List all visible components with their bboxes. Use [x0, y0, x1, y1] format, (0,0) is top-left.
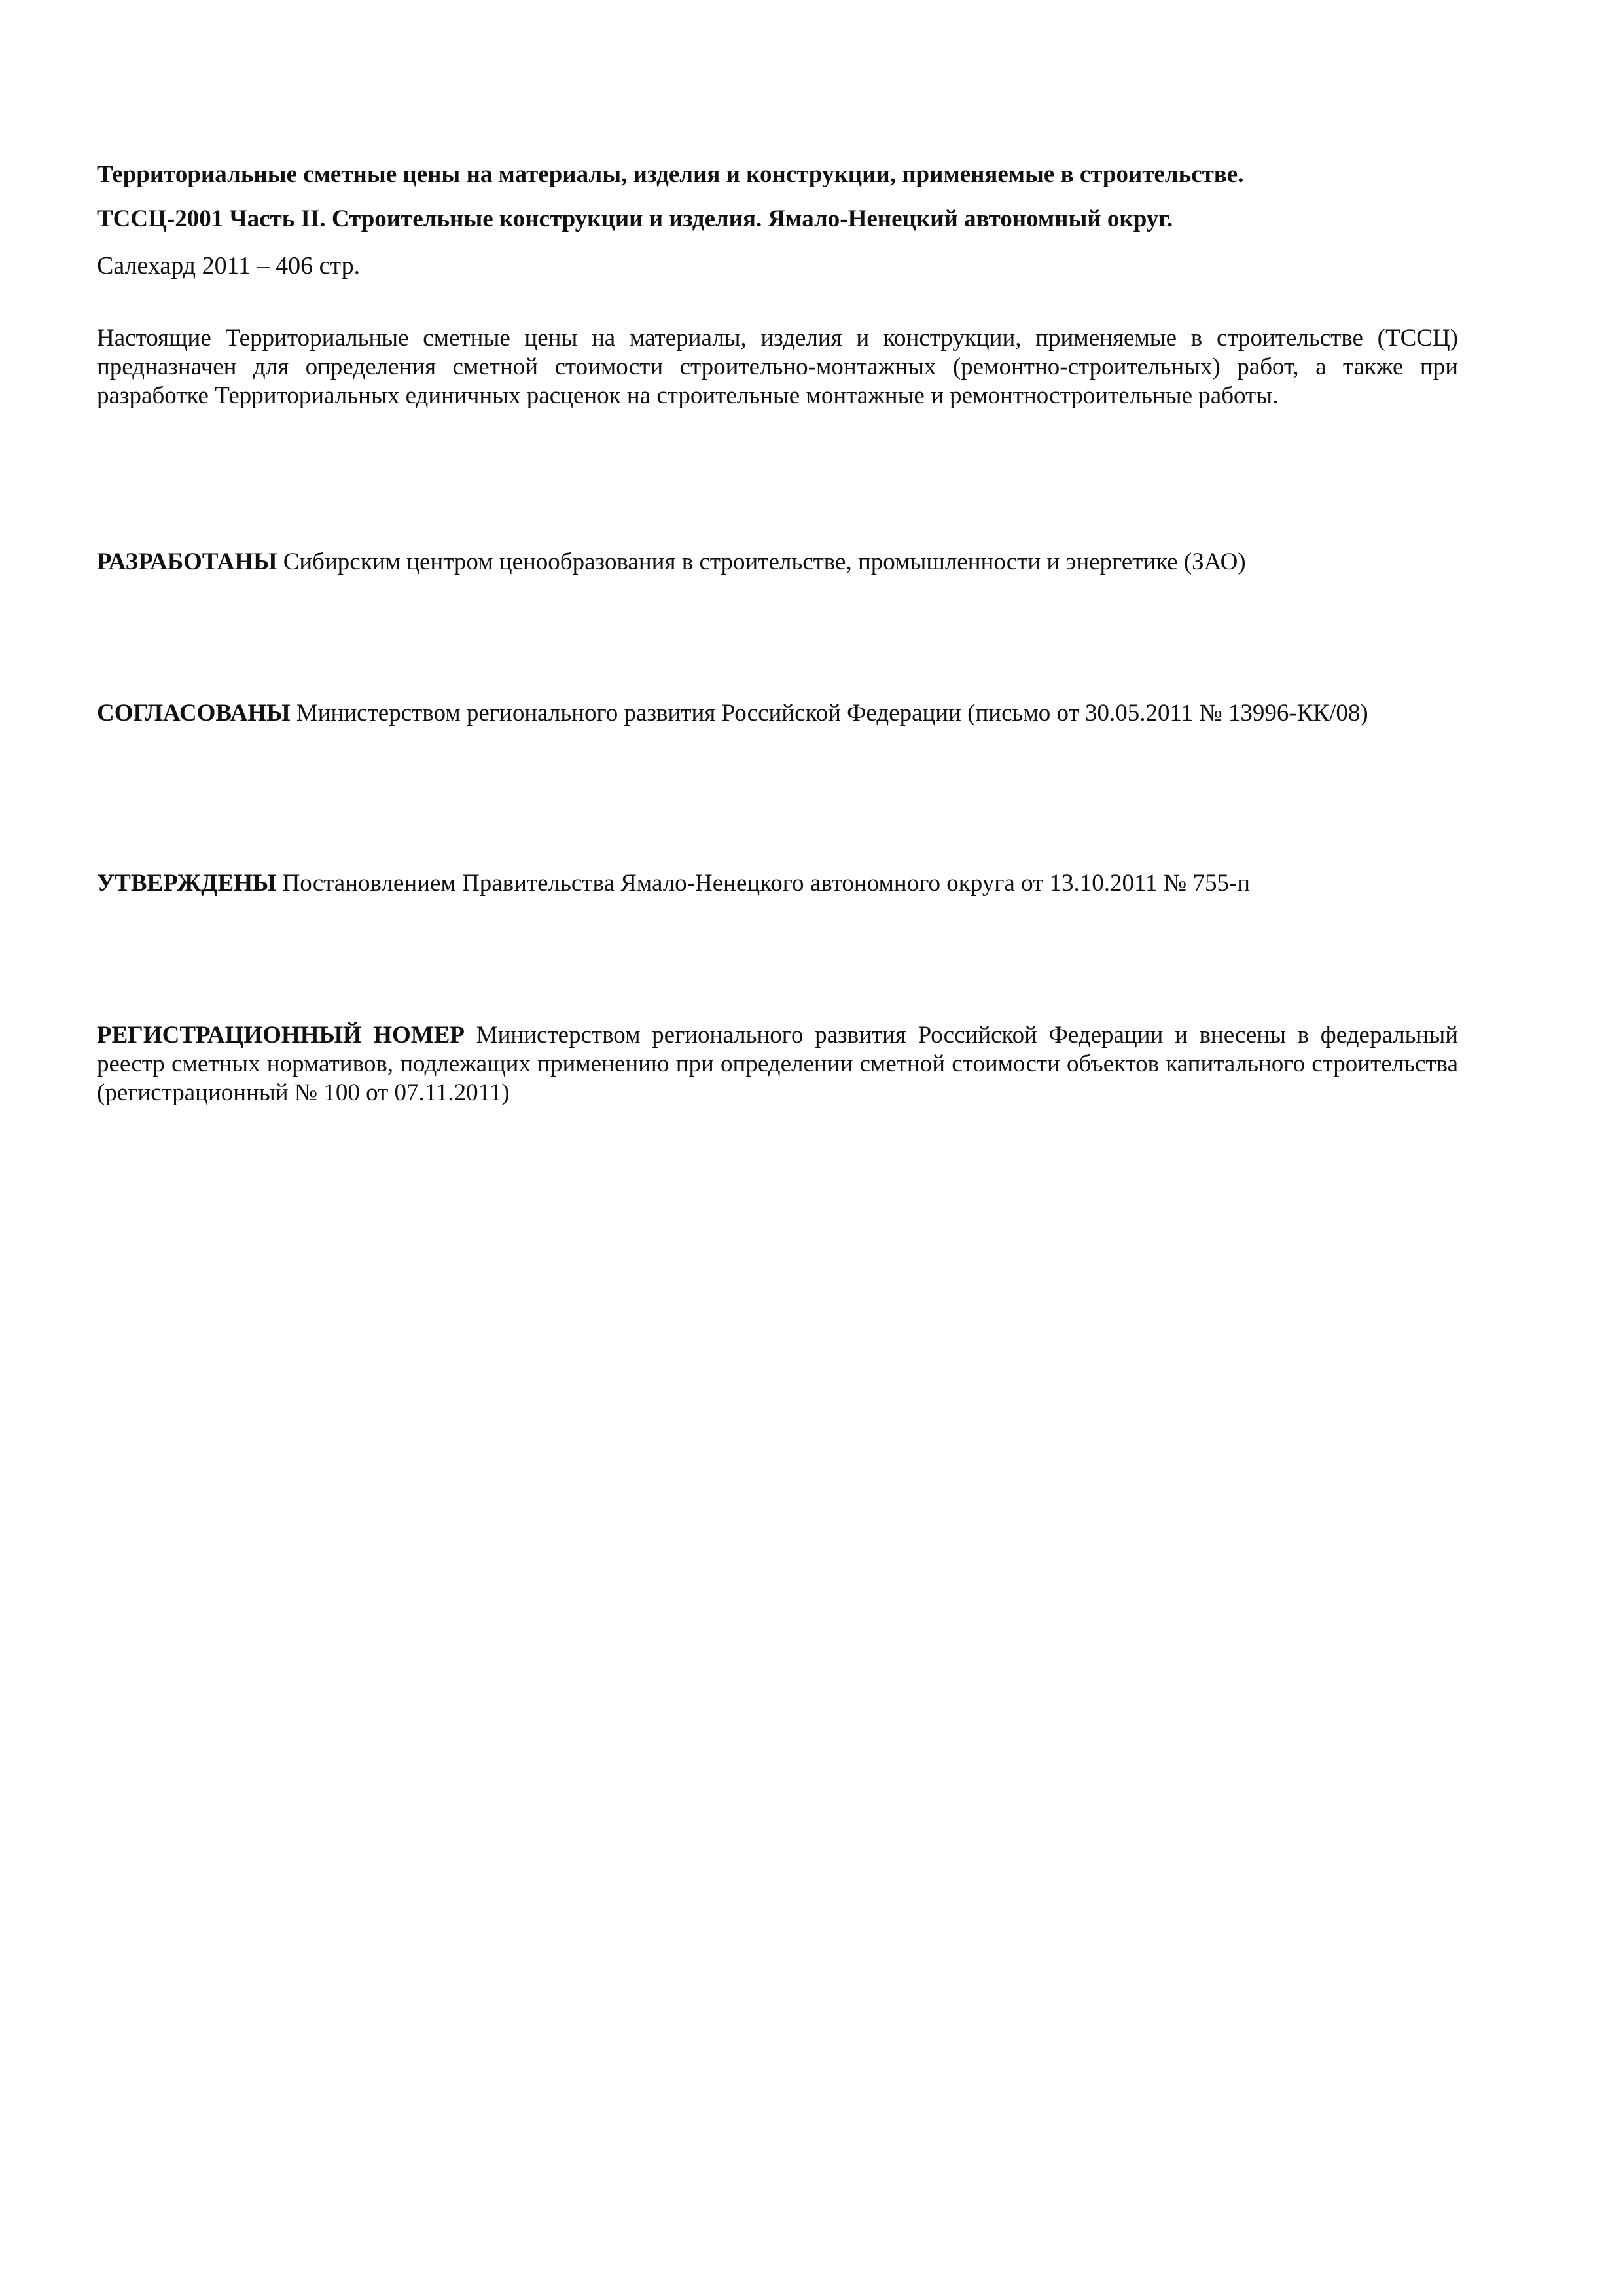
approved-by-section	[97, 869, 1458, 898]
agreed-by-section	[97, 699, 1458, 728]
developed-by-section	[97, 548, 1458, 577]
developed-by-text: Сибирским центром ценообразования в строительстве, промышленности и энергетике (ЗАО)	[283, 548, 1246, 575]
intro-paragraph: Настоящие Территориальные сметные цены на материалы, изделия и конструкции, применяемые в строительстве (ТССЦ) предназначен для определения сметной стоимости строительно-монтажных (ремонтно-строительных) работ, а также при разработке Территориальных единичных расценок на строительные монтажные и ремонтностроительные работы.	[97, 325, 1458, 409]
publication-info: Салехард 2011 – 406 стр.	[97, 252, 361, 279]
approved-by-text: Постановлением Правительства Ямало-Ненецкого автономного округа от 13.10.2011 № 755-п	[282, 870, 1251, 897]
document-title-line-1: Территориальные сметные цены на материалы, изделия и конструкции, применяемые в строительстве.	[97, 161, 1244, 188]
approved-by-label: УТВЕРЖДЕНЫ	[97, 870, 283, 897]
developed-by-label: РАЗРАБОТАНЫ	[97, 548, 283, 575]
registration-section	[97, 1021, 1458, 1107]
agreed-by-label: СОГЛАСОВАНЫ	[97, 700, 296, 726]
document-title-line-2: ТССЦ-2001 Часть II. Строительные конструкции и изделия. Ямало-Ненецкий автономный округ.	[97, 206, 1173, 232]
document-page	[97, 0, 1458, 2296]
registration-label: РЕГИСТРАЦИОННЫЙ НОМЕР	[97, 1022, 476, 1049]
registration-text: Министерством регионального развития Российской Федерации и внесены в федеральный реестр сметных нормативов, подлежащих применению при определении сметной стоимости объектов капитального строительства (регистрационный № 100 от 07.11.2011)	[97, 1022, 1458, 1106]
agreed-by-text: Министерством регионального развития Российской Федерации (письмо от 30.05.2011 № 13996-КК/08)	[296, 700, 1368, 726]
